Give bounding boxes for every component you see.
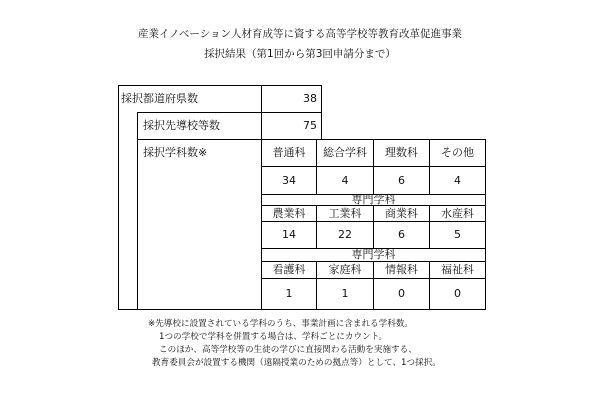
- header-integrated: 総合学科: [323, 146, 367, 159]
- value-nursing: 1: [285, 287, 293, 300]
- value-home-economics: 1: [341, 287, 349, 300]
- footnote-4: 教育委員会が設置する機関（遠隔授業のための拠点等）として、1つ採択。: [152, 358, 441, 368]
- table-line: [118, 85, 119, 310]
- table-line: [137, 112, 322, 113]
- table-line: [485, 139, 486, 310]
- value-information: 0: [398, 287, 405, 300]
- header-industry: 工業科: [328, 207, 362, 220]
- header-science-math: 理数科: [385, 146, 418, 159]
- header-nursing: 看護科: [272, 263, 306, 276]
- header-commerce: 商業科: [385, 207, 418, 220]
- table-line: [118, 309, 486, 310]
- value-other: 4: [454, 174, 461, 187]
- prefectures-label: 採択都道府県数: [121, 92, 198, 105]
- value-commerce: 6: [398, 228, 405, 241]
- footnote-3: このほか、高等学校等の生徒の学びに直接関わる活動を実施する、: [159, 345, 417, 355]
- header-fisheries: 水産科: [441, 207, 474, 220]
- header-general: 普通科: [272, 146, 306, 159]
- lead-schools-label: 採択先導校等数: [143, 119, 220, 132]
- header-information: 情報科: [385, 263, 418, 276]
- header-other: その他: [441, 146, 474, 159]
- header-welfare: 福祉科: [441, 263, 474, 276]
- page-subtitle: 採択結果（第1回から第3回申請分まで）: [204, 48, 396, 60]
- value-welfare: 0: [454, 287, 461, 300]
- table-line: [137, 112, 138, 310]
- prefectures-value: 38: [303, 92, 317, 105]
- header-agriculture: 農業科: [272, 207, 306, 220]
- specialized-title-1: 専門学科: [351, 193, 396, 206]
- page-title: 産業イノベーション人材育成等に資する高等学校等教育改革促進事業: [137, 28, 463, 40]
- value-integrated: 4: [341, 174, 349, 187]
- header-home-economics: 家庭科: [328, 263, 362, 276]
- table-line: [118, 85, 322, 86]
- value-industry: 22: [338, 228, 352, 241]
- value-general: 34: [282, 174, 296, 187]
- value-agriculture: 14: [282, 228, 296, 241]
- departments-label: 採択学科数※: [143, 146, 208, 159]
- specialized-title-2: 専門学科: [351, 248, 396, 261]
- table-line: [137, 139, 486, 140]
- value-science-math: 6: [398, 174, 405, 187]
- footnote-2: 1つの学校で学科を併置する場合は、学科ごとにカウント。: [159, 332, 388, 342]
- value-fisheries: 5: [454, 228, 461, 241]
- footnote-1: ※先導校に設置されている学科のうち、事業計画に含まれる学科数。: [148, 319, 414, 329]
- lead-schools-value: 75: [303, 119, 317, 132]
